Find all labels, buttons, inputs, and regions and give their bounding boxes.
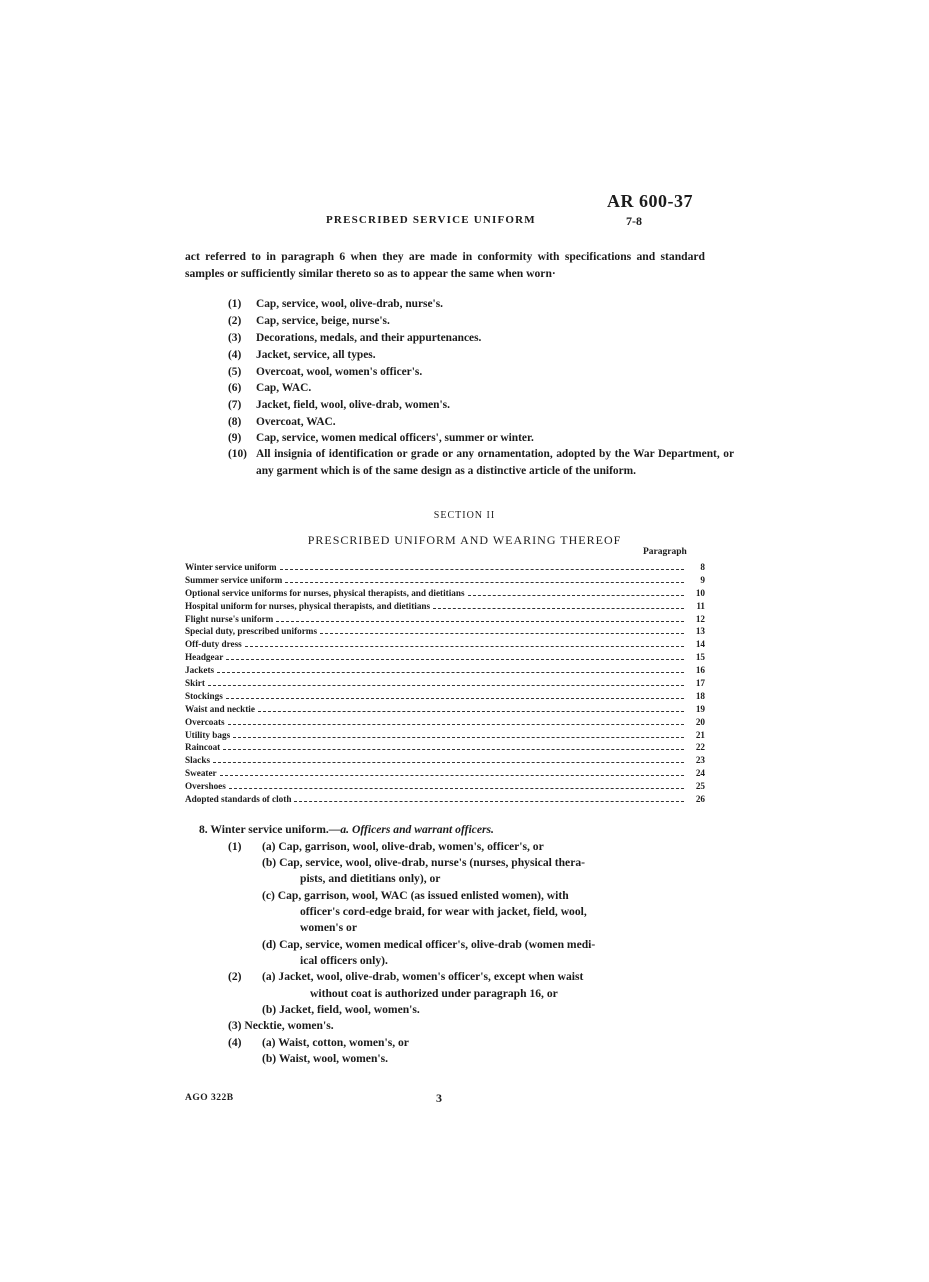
running-head: PRESCRIBED SERVICE UNIFORM [326,214,536,226]
para8-item: (a) Waist, cotton, women's, or [262,1036,409,1049]
section-label: SECTION II [433,510,496,521]
toc-row: Optional service uniforms for nurses, physical therapists, and dietitians 10 [185,587,705,598]
para8-item: (c) Cap, garrison, wool, WAC (as issued enlisted women), with [262,889,569,902]
para8-item: women's or [300,921,357,934]
toc-row: Overcoats 20 [185,716,705,727]
list-item: (1) Cap, service, wool, olive-drab, nurse's. [228,298,443,310]
para8-item-number: (2) [228,970,242,983]
toc-row: Skirt 17 [185,678,705,689]
toc-row: Summer service uniform 9 [185,574,705,585]
list-item: (8) Overcoat, WAC. [228,416,336,428]
list-item: (6) Cap, WAC. [228,382,312,394]
toc-row: Jackets 16 [185,665,705,676]
para8-item: ical officers only). [300,954,388,967]
para8-item: officer's cord-edge braid, for wear with jacket, field, wool, [300,905,587,918]
para8-item: (b) Waist, wool, women's. [262,1052,389,1065]
para8-item: without coat is authorized under paragraph 16, or [310,987,558,1000]
toc-row: Flight nurse's uniform 12 [185,613,705,624]
toc-header: Paragraph [643,547,687,557]
toc-row: Slacks 23 [185,755,705,766]
list-item: (10) All insignia of identification or grade or any ornamentation, adopted by the War Department, or any garment which is of the same design as a distinctive article of the uniform. [228,448,734,477]
table-of-contents [185,561,705,806]
list-item: (3) Decorations, medals, and their appurtenances. [228,332,482,344]
para8-item-number: (1) [228,840,242,853]
para8-item: (b) Cap, service, wool, olive-drab, nurse's (nurses, physical thera- [262,856,586,869]
toc-row: Winter service uniform 8 [185,562,705,572]
toc-row: Headgear 15 [185,652,705,663]
list-item: (9) Cap, service, women medical officers', summer or winter. [228,432,534,444]
list-item: (2) Cap, service, beige, nurse's. [228,315,390,327]
para8-item: (d) Cap, service, women medical officer's, olive-drab (women medi- [262,938,596,951]
para8-heading: 8. Winter service uniform.—a. Officers and warrant officers. [199,823,494,836]
page-number: 3 [436,1091,442,1105]
intro-paragraph: act referred to in paragraph 6 when they are made in conformity with specifications and standard samples or sufficiently similar thereto so as to appear the same when worn· [185,250,705,280]
para8-item-number: (4) [228,1036,242,1049]
toc-row: Overshoes 25 [185,781,705,792]
toc-row: Utility bags 21 [185,729,705,740]
para8-item: (a) Jacket, wool, olive-drab, women's officer's, except when waist [262,970,584,983]
toc-row: Adopted standards of cloth 26 [185,794,705,805]
toc-row: Special duty, prescribed uniforms 13 [185,626,705,637]
section-title: PRESCRIBED UNIFORM AND WEARING THEREOF [307,533,622,547]
form-number: AGO 322B [185,1093,234,1103]
para8-item: pists, and dietitians only), or [300,872,441,885]
para8-item: (b) Jacket, field, wool, women's. [262,1003,420,1016]
toc-row: Waist and necktie 19 [185,703,705,714]
toc-row: Sweater 24 [185,768,705,779]
toc-row: Off-duty dress 14 [185,639,705,650]
para8-item: (a) Cap, garrison, wool, olive-drab, women's, officer's, or [262,840,544,853]
toc-row: Raincoat 22 [185,742,705,753]
toc-row: Hospital uniform for nurses, physical therapists, and dietitians 11 [185,600,705,611]
toc-row: Stockings 18 [185,690,705,701]
para8-item: (3) Necktie, women's. [228,1019,334,1032]
doc-number: AR 600-37 [607,191,693,211]
section-ref: 7-8 [626,214,642,228]
list-item: (4) Jacket, service, all types. [228,349,376,361]
list-item: (5) Overcoat, wool, women's officer's. [228,366,423,378]
list-item: (7) Jacket, field, wool, olive-drab, women's. [228,399,450,411]
